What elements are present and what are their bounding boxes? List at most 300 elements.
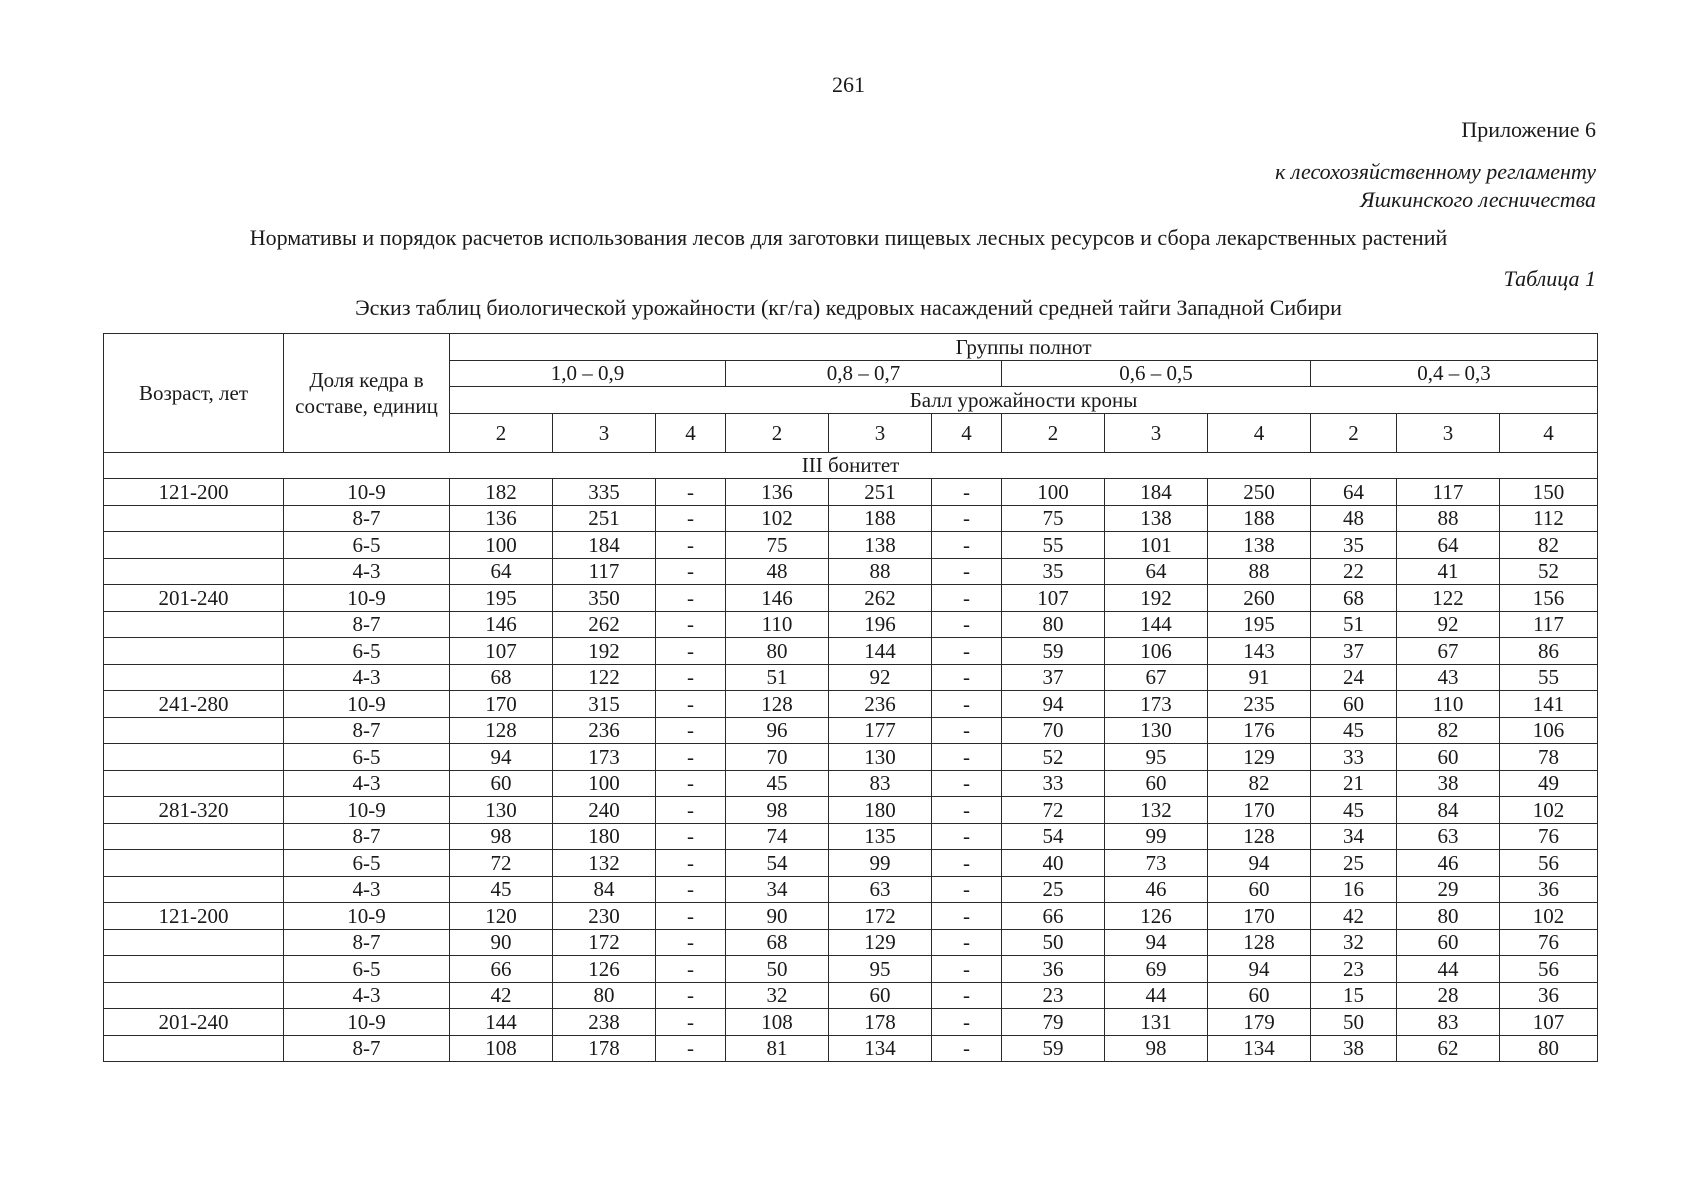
value-cell: 108 bbox=[726, 1009, 829, 1036]
value-cell: 195 bbox=[1208, 611, 1311, 638]
value-cell: 60 bbox=[1397, 929, 1500, 956]
value-cell: - bbox=[932, 876, 1002, 903]
value-cell: 59 bbox=[1002, 638, 1105, 665]
value-cell: 132 bbox=[553, 850, 656, 877]
value-cell: 35 bbox=[1002, 558, 1105, 585]
value-cell: 82 bbox=[1500, 532, 1598, 559]
table-row bbox=[104, 717, 1598, 744]
value-cell: 144 bbox=[1105, 611, 1208, 638]
value-cell: - bbox=[656, 558, 726, 585]
value-cell: 83 bbox=[1397, 1009, 1500, 1036]
value-cell: 94 bbox=[1105, 929, 1208, 956]
value-cell: 129 bbox=[1208, 744, 1311, 771]
value-cell: 82 bbox=[1208, 770, 1311, 797]
share-cell: 10-9 bbox=[284, 903, 450, 930]
header-score: 2 bbox=[1002, 413, 1105, 452]
value-cell: 315 bbox=[553, 691, 656, 718]
value-cell: 83 bbox=[829, 770, 932, 797]
value-cell: 236 bbox=[553, 717, 656, 744]
value-cell: 176 bbox=[1208, 717, 1311, 744]
value-cell: - bbox=[932, 479, 1002, 506]
value-cell: 138 bbox=[1208, 532, 1311, 559]
value-cell: 55 bbox=[1500, 664, 1598, 691]
value-cell: - bbox=[656, 903, 726, 930]
table-row bbox=[104, 823, 1598, 850]
table-row bbox=[104, 929, 1598, 956]
value-cell: 25 bbox=[1311, 850, 1397, 877]
value-cell: - bbox=[932, 823, 1002, 850]
value-cell: 80 bbox=[1002, 611, 1105, 638]
header-score: 2 bbox=[726, 413, 829, 452]
age-cell: 201-240 bbox=[104, 585, 284, 612]
value-cell: 112 bbox=[1500, 505, 1598, 532]
table-row bbox=[104, 876, 1598, 903]
header-score: 4 bbox=[932, 413, 1002, 452]
value-cell: 98 bbox=[450, 823, 553, 850]
appendix-title: Приложение 6 bbox=[1461, 117, 1596, 142]
age-cell bbox=[104, 638, 284, 665]
value-cell: - bbox=[932, 532, 1002, 559]
value-cell: 42 bbox=[1311, 903, 1397, 930]
value-cell: 60 bbox=[1397, 744, 1500, 771]
page-number: 261 bbox=[832, 72, 865, 97]
table-row bbox=[104, 532, 1598, 559]
value-cell: 63 bbox=[829, 876, 932, 903]
appendix-subtitle-line: к лесохозяйственному регламенту bbox=[1275, 159, 1596, 184]
table-row bbox=[104, 558, 1598, 585]
table-row bbox=[104, 850, 1598, 877]
value-cell: 56 bbox=[1500, 850, 1598, 877]
value-cell: 156 bbox=[1500, 585, 1598, 612]
value-cell: 36 bbox=[1500, 982, 1598, 1009]
age-cell bbox=[104, 558, 284, 585]
header-score: 3 bbox=[1397, 413, 1500, 452]
header-score: 3 bbox=[1105, 413, 1208, 452]
value-cell: 110 bbox=[726, 611, 829, 638]
value-cell: 250 bbox=[1208, 479, 1311, 506]
value-cell: 64 bbox=[1311, 479, 1397, 506]
value-cell: - bbox=[656, 929, 726, 956]
value-cell: 134 bbox=[829, 1035, 932, 1062]
age-cell: 121-200 bbox=[104, 903, 284, 930]
value-cell: - bbox=[656, 505, 726, 532]
age-cell bbox=[104, 664, 284, 691]
value-cell: 240 bbox=[553, 797, 656, 824]
value-cell: 99 bbox=[829, 850, 932, 877]
value-cell: 76 bbox=[1500, 929, 1598, 956]
table-row bbox=[104, 982, 1598, 1009]
share-cell: 8-7 bbox=[284, 611, 450, 638]
table-row bbox=[104, 479, 1598, 506]
value-cell: 36 bbox=[1002, 956, 1105, 983]
value-cell: 143 bbox=[1208, 638, 1311, 665]
value-cell: 131 bbox=[1105, 1009, 1208, 1036]
value-cell: 64 bbox=[1105, 558, 1208, 585]
value-cell: 33 bbox=[1002, 770, 1105, 797]
value-cell: - bbox=[656, 532, 726, 559]
value-cell: - bbox=[932, 744, 1002, 771]
yield-table bbox=[103, 333, 1598, 1062]
value-cell: 102 bbox=[1500, 797, 1598, 824]
value-cell: 79 bbox=[1002, 1009, 1105, 1036]
value-cell: 235 bbox=[1208, 691, 1311, 718]
share-cell: 4-3 bbox=[284, 876, 450, 903]
value-cell: 172 bbox=[829, 903, 932, 930]
header-crown-score: Балл урожайности кроны bbox=[450, 387, 1598, 414]
value-cell: 184 bbox=[553, 532, 656, 559]
age-cell: 121-200 bbox=[104, 479, 284, 506]
section-label: III бонитет bbox=[104, 452, 1598, 479]
value-cell: 335 bbox=[553, 479, 656, 506]
value-cell: 67 bbox=[1105, 664, 1208, 691]
value-cell: 46 bbox=[1397, 850, 1500, 877]
value-cell: - bbox=[932, 903, 1002, 930]
value-cell: 52 bbox=[1500, 558, 1598, 585]
value-cell: 108 bbox=[450, 1035, 553, 1062]
value-cell: - bbox=[932, 664, 1002, 691]
value-cell: 146 bbox=[450, 611, 553, 638]
header-group: 0,4 – 0,3 bbox=[1311, 360, 1598, 387]
value-cell: 63 bbox=[1397, 823, 1500, 850]
value-cell: 33 bbox=[1311, 744, 1397, 771]
value-cell: 70 bbox=[1002, 717, 1105, 744]
value-cell: 192 bbox=[553, 638, 656, 665]
value-cell: 15 bbox=[1311, 982, 1397, 1009]
value-cell: 48 bbox=[1311, 505, 1397, 532]
value-cell: 117 bbox=[1500, 611, 1598, 638]
value-cell: 74 bbox=[726, 823, 829, 850]
value-cell: 70 bbox=[726, 744, 829, 771]
value-cell: 251 bbox=[553, 505, 656, 532]
value-cell: 22 bbox=[1311, 558, 1397, 585]
value-cell: 180 bbox=[553, 823, 656, 850]
age-cell bbox=[104, 532, 284, 559]
share-cell: 8-7 bbox=[284, 823, 450, 850]
value-cell: 45 bbox=[450, 876, 553, 903]
value-cell: 52 bbox=[1002, 744, 1105, 771]
value-cell: 81 bbox=[726, 1035, 829, 1062]
value-cell: 75 bbox=[1002, 505, 1105, 532]
value-cell: 60 bbox=[1208, 982, 1311, 1009]
value-cell: 177 bbox=[829, 717, 932, 744]
value-cell: 46 bbox=[1105, 876, 1208, 903]
value-cell: 107 bbox=[1002, 585, 1105, 612]
value-cell: 76 bbox=[1500, 823, 1598, 850]
value-cell: 150 bbox=[1500, 479, 1598, 506]
value-cell: 45 bbox=[1311, 797, 1397, 824]
value-cell: 128 bbox=[1208, 823, 1311, 850]
header-score: 3 bbox=[829, 413, 932, 452]
value-cell: - bbox=[656, 1009, 726, 1036]
header-score: 4 bbox=[656, 413, 726, 452]
table-row bbox=[104, 585, 1598, 612]
value-cell: - bbox=[656, 479, 726, 506]
value-cell: 64 bbox=[450, 558, 553, 585]
value-cell: - bbox=[932, 691, 1002, 718]
value-cell: - bbox=[656, 797, 726, 824]
value-cell: 170 bbox=[1208, 797, 1311, 824]
table-row bbox=[104, 744, 1598, 771]
value-cell: 60 bbox=[1208, 876, 1311, 903]
value-cell: 102 bbox=[1500, 903, 1598, 930]
value-cell: 62 bbox=[1397, 1035, 1500, 1062]
value-cell: 36 bbox=[1500, 876, 1598, 903]
value-cell: - bbox=[932, 558, 1002, 585]
value-cell: 75 bbox=[726, 532, 829, 559]
header-density-groups: Группы полнот bbox=[450, 334, 1598, 361]
value-cell: 69 bbox=[1105, 956, 1208, 983]
table-row bbox=[104, 956, 1598, 983]
value-cell: 173 bbox=[553, 744, 656, 771]
value-cell: 32 bbox=[726, 982, 829, 1009]
value-cell: 102 bbox=[726, 505, 829, 532]
share-cell: 6-5 bbox=[284, 956, 450, 983]
value-cell: - bbox=[932, 505, 1002, 532]
value-cell: 59 bbox=[1002, 1035, 1105, 1062]
value-cell: 66 bbox=[1002, 903, 1105, 930]
share-cell: 4-3 bbox=[284, 558, 450, 585]
value-cell: 43 bbox=[1397, 664, 1500, 691]
value-cell: 96 bbox=[726, 717, 829, 744]
value-cell: 29 bbox=[1397, 876, 1500, 903]
value-cell: 41 bbox=[1397, 558, 1500, 585]
value-cell: - bbox=[932, 929, 1002, 956]
value-cell: 92 bbox=[829, 664, 932, 691]
age-cell bbox=[104, 876, 284, 903]
share-cell: 6-5 bbox=[284, 744, 450, 771]
value-cell: 192 bbox=[1105, 585, 1208, 612]
value-cell: - bbox=[656, 1035, 726, 1062]
value-cell: 136 bbox=[726, 479, 829, 506]
value-cell: 122 bbox=[553, 664, 656, 691]
value-cell: 107 bbox=[1500, 1009, 1598, 1036]
value-cell: 172 bbox=[553, 929, 656, 956]
value-cell: 37 bbox=[1002, 664, 1105, 691]
value-cell: 128 bbox=[450, 717, 553, 744]
value-cell: 34 bbox=[1311, 823, 1397, 850]
share-cell: 10-9 bbox=[284, 1009, 450, 1036]
value-cell: 122 bbox=[1397, 585, 1500, 612]
table-row bbox=[104, 691, 1598, 718]
appendix-subtitle bbox=[1275, 158, 1596, 214]
value-cell: 84 bbox=[1397, 797, 1500, 824]
value-cell: 170 bbox=[450, 691, 553, 718]
age-cell: 281-320 bbox=[104, 797, 284, 824]
value-cell: - bbox=[932, 638, 1002, 665]
table-row bbox=[104, 797, 1598, 824]
value-cell: 196 bbox=[829, 611, 932, 638]
value-cell: - bbox=[932, 797, 1002, 824]
value-cell: 110 bbox=[1397, 691, 1500, 718]
value-cell: 94 bbox=[1208, 850, 1311, 877]
value-cell: - bbox=[656, 585, 726, 612]
value-cell: 350 bbox=[553, 585, 656, 612]
value-cell: - bbox=[656, 744, 726, 771]
table-row bbox=[104, 664, 1598, 691]
value-cell: 51 bbox=[1311, 611, 1397, 638]
header-age: Возраст, лет bbox=[104, 334, 284, 453]
value-cell: 230 bbox=[553, 903, 656, 930]
value-cell: - bbox=[932, 611, 1002, 638]
value-cell: 141 bbox=[1500, 691, 1598, 718]
header-group: 0,6 – 0,5 bbox=[1002, 360, 1311, 387]
value-cell: 130 bbox=[1105, 717, 1208, 744]
table-row bbox=[104, 505, 1598, 532]
value-cell: - bbox=[656, 691, 726, 718]
age-cell bbox=[104, 611, 284, 638]
age-cell bbox=[104, 982, 284, 1009]
value-cell: 90 bbox=[726, 903, 829, 930]
value-cell: 90 bbox=[450, 929, 553, 956]
value-cell: 51 bbox=[726, 664, 829, 691]
value-cell: 78 bbox=[1500, 744, 1598, 771]
value-cell: 60 bbox=[829, 982, 932, 1009]
value-cell: 126 bbox=[1105, 903, 1208, 930]
share-cell: 10-9 bbox=[284, 479, 450, 506]
value-cell: 86 bbox=[1500, 638, 1598, 665]
value-cell: 94 bbox=[450, 744, 553, 771]
share-cell: 8-7 bbox=[284, 505, 450, 532]
value-cell: 68 bbox=[450, 664, 553, 691]
value-cell: 54 bbox=[1002, 823, 1105, 850]
value-cell: 24 bbox=[1311, 664, 1397, 691]
share-cell: 10-9 bbox=[284, 797, 450, 824]
value-cell: 56 bbox=[1500, 956, 1598, 983]
value-cell: 138 bbox=[829, 532, 932, 559]
value-cell: 95 bbox=[829, 956, 932, 983]
value-cell: 45 bbox=[1311, 717, 1397, 744]
age-cell bbox=[104, 823, 284, 850]
value-cell: 188 bbox=[1208, 505, 1311, 532]
value-cell: 42 bbox=[450, 982, 553, 1009]
value-cell: 40 bbox=[1002, 850, 1105, 877]
value-cell: 37 bbox=[1311, 638, 1397, 665]
value-cell: 128 bbox=[1208, 929, 1311, 956]
value-cell: 128 bbox=[726, 691, 829, 718]
value-cell: 72 bbox=[1002, 797, 1105, 824]
table-label: Таблица 1 bbox=[1503, 266, 1596, 291]
value-cell: 180 bbox=[829, 797, 932, 824]
table-row bbox=[104, 1035, 1598, 1062]
value-cell: 136 bbox=[450, 505, 553, 532]
value-cell: 260 bbox=[1208, 585, 1311, 612]
age-cell: 201-240 bbox=[104, 1009, 284, 1036]
value-cell: 106 bbox=[1500, 717, 1598, 744]
value-cell: 98 bbox=[1105, 1035, 1208, 1062]
age-cell bbox=[104, 1035, 284, 1062]
value-cell: 94 bbox=[1002, 691, 1105, 718]
share-cell: 8-7 bbox=[284, 929, 450, 956]
value-cell: 179 bbox=[1208, 1009, 1311, 1036]
header-score: 3 bbox=[553, 413, 656, 452]
value-cell: 60 bbox=[1105, 770, 1208, 797]
share-cell: 10-9 bbox=[284, 691, 450, 718]
value-cell: 54 bbox=[726, 850, 829, 877]
header-score: 4 bbox=[1500, 413, 1598, 452]
value-cell: 132 bbox=[1105, 797, 1208, 824]
age-cell bbox=[104, 717, 284, 744]
value-cell: 107 bbox=[450, 638, 553, 665]
share-cell: 10-9 bbox=[284, 585, 450, 612]
age-cell bbox=[104, 770, 284, 797]
value-cell: - bbox=[656, 611, 726, 638]
value-cell: 130 bbox=[829, 744, 932, 771]
share-cell: 8-7 bbox=[284, 717, 450, 744]
value-cell: 88 bbox=[1208, 558, 1311, 585]
value-cell: 16 bbox=[1311, 876, 1397, 903]
value-cell: 92 bbox=[1397, 611, 1500, 638]
value-cell: - bbox=[932, 956, 1002, 983]
value-cell: 38 bbox=[1311, 1035, 1397, 1062]
value-cell: 67 bbox=[1397, 638, 1500, 665]
share-cell: 6-5 bbox=[284, 638, 450, 665]
value-cell: - bbox=[932, 1009, 1002, 1036]
value-cell: 64 bbox=[1397, 532, 1500, 559]
value-cell: 80 bbox=[726, 638, 829, 665]
table-row bbox=[104, 1009, 1598, 1036]
value-cell: 95 bbox=[1105, 744, 1208, 771]
age-cell bbox=[104, 929, 284, 956]
value-cell: 55 bbox=[1002, 532, 1105, 559]
table-row bbox=[104, 903, 1598, 930]
value-cell: 35 bbox=[1311, 532, 1397, 559]
value-cell: 73 bbox=[1105, 850, 1208, 877]
value-cell: 195 bbox=[450, 585, 553, 612]
value-cell: 80 bbox=[1397, 903, 1500, 930]
value-cell: - bbox=[656, 982, 726, 1009]
value-cell: 49 bbox=[1500, 770, 1598, 797]
share-cell: 4-3 bbox=[284, 664, 450, 691]
value-cell: 66 bbox=[450, 956, 553, 983]
table-title: Эскиз таблиц биологической урожайности (кг/га) кедровых насаждений средней тайги Западной Сибири bbox=[355, 295, 1342, 320]
value-cell: 38 bbox=[1397, 770, 1500, 797]
value-cell: - bbox=[656, 770, 726, 797]
value-cell: - bbox=[656, 717, 726, 744]
header-score: 2 bbox=[450, 413, 553, 452]
header-score: 2 bbox=[1311, 413, 1397, 452]
value-cell: - bbox=[656, 664, 726, 691]
value-cell: 88 bbox=[829, 558, 932, 585]
value-cell: 44 bbox=[1397, 956, 1500, 983]
value-cell: 117 bbox=[1397, 479, 1500, 506]
age-cell: 241-280 bbox=[104, 691, 284, 718]
value-cell: 117 bbox=[553, 558, 656, 585]
value-cell: 130 bbox=[450, 797, 553, 824]
value-cell: 80 bbox=[1500, 1035, 1598, 1062]
value-cell: 178 bbox=[553, 1035, 656, 1062]
share-cell: 6-5 bbox=[284, 850, 450, 877]
value-cell: 101 bbox=[1105, 532, 1208, 559]
age-cell bbox=[104, 744, 284, 771]
value-cell: - bbox=[932, 850, 1002, 877]
header-group: 1,0 – 0,9 bbox=[450, 360, 726, 387]
value-cell: - bbox=[932, 1035, 1002, 1062]
value-cell: - bbox=[656, 876, 726, 903]
table-row bbox=[104, 770, 1598, 797]
header-share: Доля кедра в составе, единиц bbox=[284, 334, 450, 453]
table-row bbox=[104, 638, 1598, 665]
value-cell: 99 bbox=[1105, 823, 1208, 850]
value-cell: 60 bbox=[1311, 691, 1397, 718]
appendix-subtitle-line: Яшкинского лесничества bbox=[1360, 187, 1596, 212]
value-cell: 146 bbox=[726, 585, 829, 612]
share-cell: 4-3 bbox=[284, 770, 450, 797]
value-cell: 84 bbox=[553, 876, 656, 903]
value-cell: 126 bbox=[553, 956, 656, 983]
value-cell: 262 bbox=[829, 585, 932, 612]
age-cell bbox=[104, 850, 284, 877]
value-cell: 251 bbox=[829, 479, 932, 506]
